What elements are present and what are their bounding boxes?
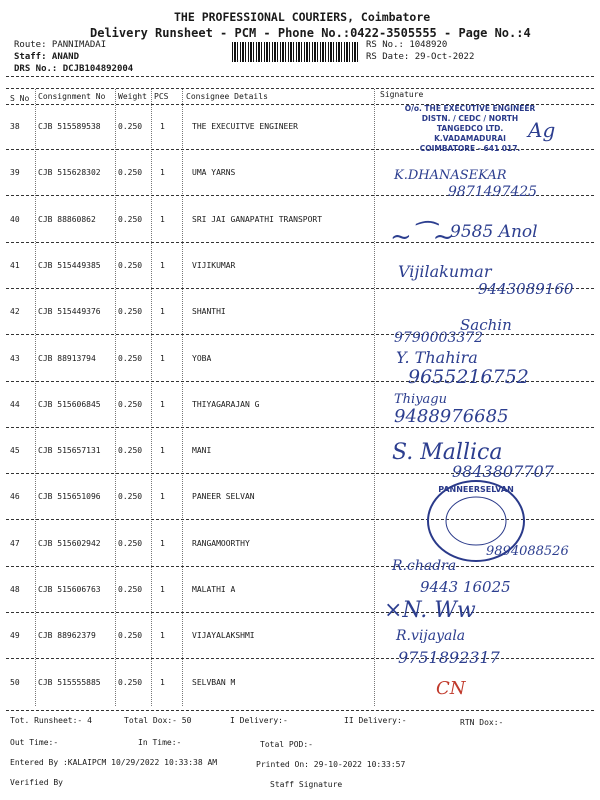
row-sno: 48 [10,585,20,594]
row-sno: 50 [10,678,20,687]
row-pcs: 1 [160,400,165,409]
row-sno: 44 [10,400,20,409]
signature-48-scribble: ×N. Ww [384,598,476,623]
signature-45-name: S. Mallica [392,440,503,465]
row-sno: 38 [10,122,20,131]
divider [6,76,594,77]
i-delivery: I Delivery:- [230,716,288,725]
row-weight: 0.250 [118,539,143,548]
row-sno: 42 [10,307,20,316]
signature-40: 9585 Anol [450,222,538,242]
verified-by: Verified By [10,778,63,787]
total-pod: Total POD:- [260,740,313,749]
row-consignment: CJB 88860862 [38,215,96,224]
row-pcs: 1 [160,168,165,177]
signature-43-phone: 9655216752 [408,366,529,388]
stamp-line: COIMBATORE - 641 017. [419,144,521,153]
rtn-dox: RTN Dox:- [460,718,504,727]
stamp-text: PANNEERSELVAN [438,485,514,494]
row-weight: 0.250 [118,307,143,316]
row-weight: 0.250 [118,168,143,177]
row-pcs: 1 [160,631,165,640]
signature-42-phone: 9790003372 [394,330,484,346]
row-weight: 0.250 [118,678,143,687]
row-weight: 0.250 [118,354,143,363]
entered-by: Entered By :KALAIPCM 10/29/2022 10:33:38 AM [10,758,218,767]
stamp-line: K.VADAMADURAI [434,134,506,143]
row-consignee: MANI [192,446,212,455]
table-row [0,613,600,659]
table-row [0,660,600,706]
row-sno: 45 [10,446,20,455]
row-sno: 46 [10,492,20,501]
signature-43-name: Y. Thahira [396,348,478,367]
row-pcs: 1 [160,215,165,224]
divider [6,88,594,89]
signature-48: 9443 16025 [420,578,511,596]
row-consignee: THIYAGARAJAN G [192,400,260,409]
stamp-line: O/o. THE EXECUTIVE ENGINEER [404,104,536,113]
row-pcs: 1 [160,122,165,131]
staff-label: Staff: ANAND [14,52,80,62]
row-consignee: VIJAYALAKSHMI [192,631,255,640]
row-consignee: PANEER SELVAN [192,492,255,501]
row-consignment: CJB 88962379 [38,631,96,640]
row-pcs: 1 [160,492,165,501]
document-title: THE PROFESSIONAL COURIERS, Coimbatore [174,10,431,24]
row-sno: 41 [10,261,20,270]
row-weight: 0.250 [118,400,143,409]
document-subtitle: Delivery Runsheet - PCM - Phone No.:0422-3505555 - Page No.:4 [90,26,531,40]
row-consignee: SELVBAN M [192,678,236,687]
stamp-line: TANGEDCO LTD. [436,124,504,133]
row-pcs: 1 [160,446,165,455]
drs-number: DRS No.: DCJB104892004 [14,64,134,74]
row-consignment: CJB 515449376 [38,307,101,316]
signature-45-phone: 9843807707 [452,462,554,481]
row-consignment: CJB 515449385 [38,261,101,270]
row-consignment: CJB 515555885 [38,678,101,687]
row-pcs: 1 [160,539,165,548]
stamp-line: DISTN. / CEDC / NORTH [421,114,519,123]
row-divider [6,334,594,335]
row-weight: 0.250 [118,446,143,455]
row-consignment: CJB 515606845 [38,400,101,409]
row-weight: 0.250 [118,631,143,640]
row-consignment: CJB 515651096 [38,492,101,501]
barcode [232,42,360,62]
signature-39-phone: 9871497425 [448,184,538,200]
row-pcs: 1 [160,261,165,270]
row-consignee: RANGAMOORTHY [192,539,250,548]
rs-number: RS No.: 1048920 [366,40,448,50]
printed-on: Printed On: 29-10-2022 10:33:57 [256,760,406,769]
col-consignee: Consignee Details [186,92,268,101]
row-consignee: MALATHI A [192,585,236,594]
staff-signature: Staff Signature [270,780,343,789]
row-pcs: 1 [160,678,165,687]
signature-41-name: Vijilakumar [398,262,492,281]
row-weight: 0.250 [118,215,143,224]
signature-40-scribble: ~⁀~ [390,222,455,252]
row-sno: 49 [10,631,20,640]
route-label: Route: PANNIMADAI [14,40,107,50]
office-stamp [400,104,540,154]
table-row [0,382,600,428]
row-consignee: SHANTHI [192,307,226,316]
signature-42-name: Sachin [460,316,512,334]
row-consignee: THE EXECUITVE ENGINEER [192,122,298,131]
row-consignment: CJB 88913794 [38,354,96,363]
total-runsheet: Tot. Runsheet:- 4 [10,716,92,725]
signature-44-name: Thiyagu [394,392,447,407]
signature-38: Ag [528,118,556,142]
rs-date: RS Date: 29-Oct-2022 [366,52,475,62]
signature-49-phone: 9751892317 [398,648,500,667]
row-consignment: CJB 515657131 [38,446,101,455]
signature-49-name: R.vijayala [396,628,466,644]
row-consignee: VIJIKUMAR [192,261,236,270]
ii-delivery: II Delivery:- [344,716,407,725]
divider [6,710,594,711]
row-consignee: YOBA [192,354,212,363]
signature-44-phone: 9488976685 [394,406,509,427]
out-time: Out Time:- [10,738,59,747]
col-pcs: PCS [154,92,169,101]
col-signature: Signature [380,90,424,99]
row-pcs: 1 [160,354,165,363]
row-consignment: CJB 515589538 [38,122,101,131]
row-consignment: CJB 515606763 [38,585,101,594]
signature-41-phone: 9443089160 [478,280,574,298]
total-dox: Total Dox:- 50 [124,716,192,725]
row-consignee: SRI JAI GANAPATHI TRANSPORT [192,215,323,224]
row-pcs: 1 [160,585,165,594]
row-sno: 40 [10,215,20,224]
row-sno: 39 [10,168,20,177]
signature-47-phone: 9894088526 [486,544,569,559]
row-weight: 0.250 [118,122,143,131]
row-consignee: UMA YARNS [192,168,236,177]
col-sno: S No [10,94,30,103]
row-consignment: CJB 515602942 [38,539,101,548]
row-sno: 43 [10,354,20,363]
col-consignment: Consignment No [38,92,106,101]
row-consignment: CJB 515628302 [38,168,101,177]
signature-50: CN [436,678,466,699]
row-pcs: 1 [160,307,165,316]
row-weight: 0.250 [118,585,143,594]
in-time: In Time:- [138,738,182,747]
row-weight: 0.250 [118,492,143,501]
signature-39-name: K.DHANASEKAR [394,168,507,183]
signature-47-name: R.chadra [392,558,457,574]
row-divider [6,658,594,659]
row-weight: 0.250 [118,261,143,270]
col-weight: Weight [118,92,147,101]
row-sno: 47 [10,539,20,548]
